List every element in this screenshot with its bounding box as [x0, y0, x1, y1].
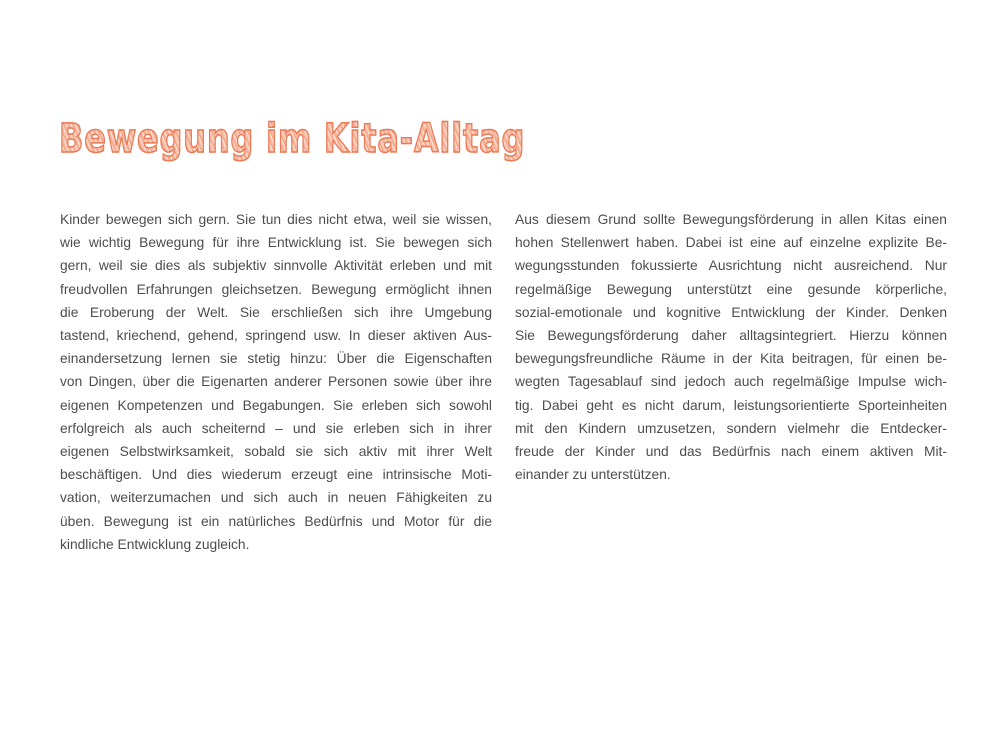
text-line: erfolgreich als auch scheiternd – und sie erleben sich in ihrer	[60, 420, 492, 436]
text-column-right	[515, 208, 947, 556]
text-column-left	[60, 208, 492, 556]
text-line: mit den Kindern umzusetzen, sondern vielmehr die Entdecker-	[515, 420, 947, 436]
text-columns	[60, 208, 947, 556]
text-line: eigenen Kompetenzen und Begabungen. Sie erleben sich sowohl	[60, 397, 492, 413]
text-line: eigenen Selbstwirksamkeit, sobald sie sich aktiv mit ihrer Welt	[60, 444, 492, 460]
text-line: die Eroberung der Welt. Sie erschließen sich ihre Umgebung	[60, 304, 492, 320]
text-line: üben. Bewegung ist ein natürliches Bedürfnis und Motor für die	[60, 513, 492, 529]
text-line: hohen Stellenwert haben. Dabei ist eine auf einzelne explizite Be-	[515, 235, 947, 251]
text-line: sozial-emotionale und kognitive Entwicklung der Kinder. Denken	[515, 304, 947, 320]
text-line: beschäftigen. Und dies wiederum erzeugt eine intrinsische Moti-	[60, 467, 492, 483]
text-line: freude der Kinder und das Bedürfnis nach einem aktiven Mit-	[515, 444, 947, 460]
text-line: tastend, kriechend, gehend, springend usw. In dieser aktiven Aus-	[60, 328, 492, 344]
text-line: wie wichtig Bewegung für ihre Entwicklung ist. Sie bewegen sich	[60, 235, 492, 251]
text-line: Kinder bewegen sich gern. Sie tun dies nicht etwa, weil sie wissen,	[60, 212, 492, 227]
text-line: vation, weiterzumachen und sich auch in neuen Fähigkeiten zu	[60, 490, 492, 506]
text-line: freudvollen Erfahrungen gleichsetzen. Bewegung ermöglicht ihnen	[60, 281, 492, 297]
text-line: regelmäßige Bewegung unterstützt eine gesunde körperliche,	[515, 281, 947, 297]
text-line: von Dingen, über die Eigenarten anderer Personen sowie über ihre	[60, 374, 492, 390]
text-line: wegten Tagesablauf sind jedoch auch regelmäßige Impulse wich-	[515, 374, 947, 390]
text-line: einander zu unterstützen.	[515, 467, 671, 483]
text-line: bewegungsfreundliche Räume in der Kita beitragen, für einen be-	[515, 351, 947, 367]
text-line: kindliche Entwicklung zugleich.	[60, 536, 250, 552]
text-line: Aus diesem Grund sollte Bewegungsförderung in allen Kitas einen	[515, 212, 947, 227]
text-line: einandersetzung lernen sie stetig hinzu: Über die Eigenschaften	[60, 351, 492, 367]
page-title: Bewegung im Kita-Alltag	[59, 116, 526, 162]
text-line: Sie Bewegungsförderung daher alltagsintegriert. Hierzu können	[515, 328, 947, 344]
text-line: gern, weil sie dies als subjektiv sinnvolle Aktivität erleben und mit	[60, 258, 492, 274]
text-line: wegungsstunden fokussierte Ausrichtung nicht ausreichend. Nur	[515, 258, 947, 274]
text-line: tig. Dabei geht es nicht darum, leistungsorientierte Sporteinheiten	[515, 397, 947, 413]
